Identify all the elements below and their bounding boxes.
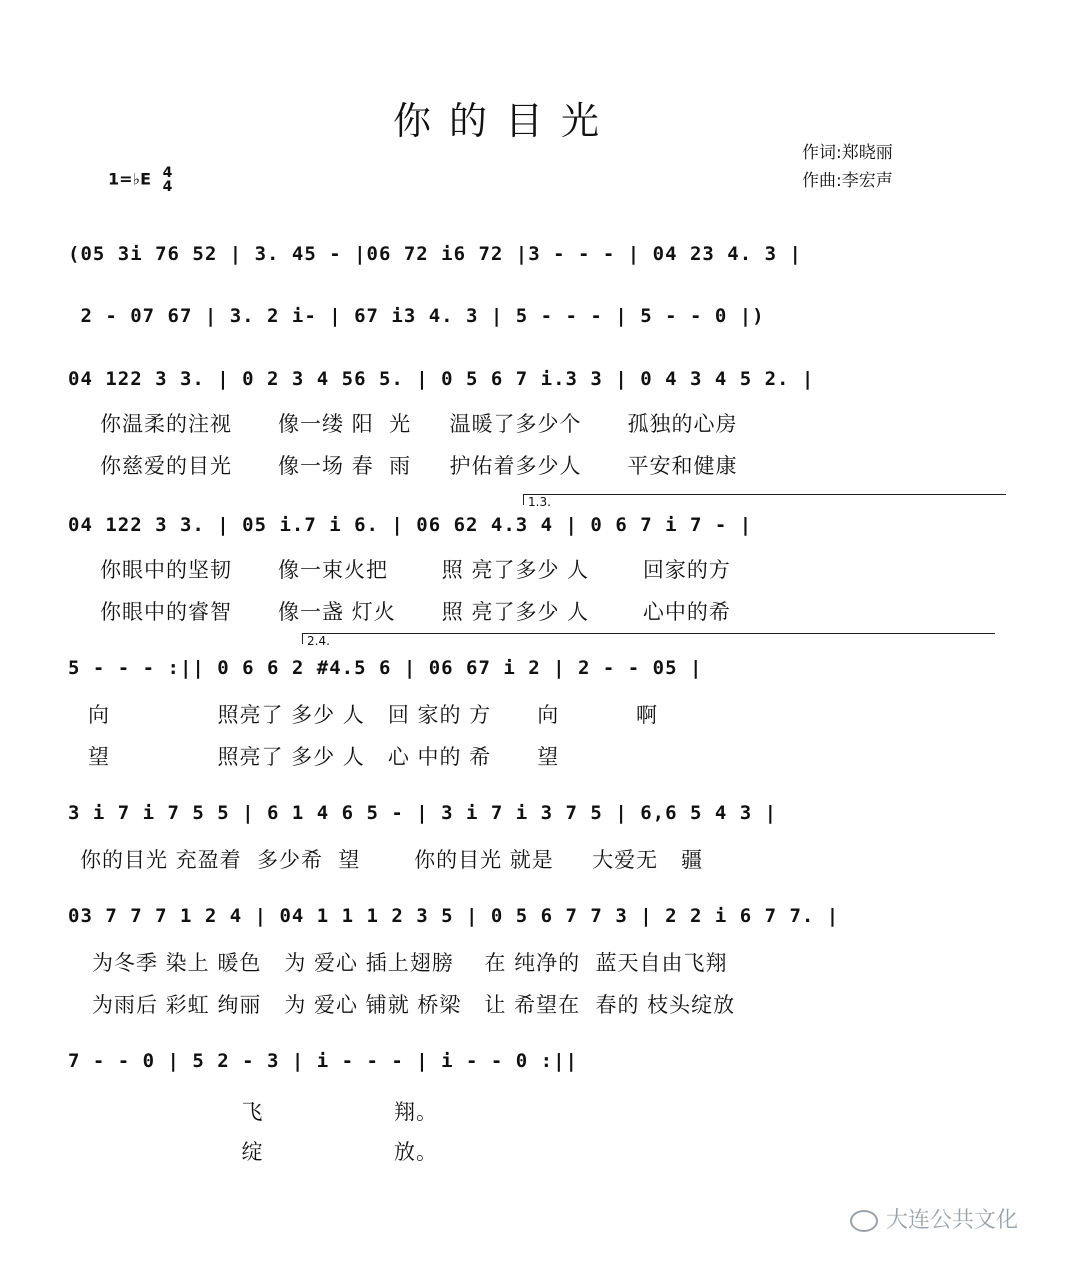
lyric-verse-2: 你慈爱的目光 像一场 春 雨 护佑着多少人 平安和健康 <box>100 454 738 478</box>
notation-text: 5 - - - :|| 0 6 6 2 #4.5 6 | 06 67 i 2 | 2 - - 05 | <box>68 657 703 679</box>
lyric-verse-2: 你眼中的睿智 像一盏 灯火 照 亮了多少 人 心中的希 <box>100 600 731 624</box>
notation-text: 04 122 3 3. | 0 2 3 4 56 5. | 0 5 6 7 i.3 3 | 0 4 3 4 5 2. | <box>68 368 815 390</box>
lyric-verse-1: 你眼中的坚韧 像一束火把 照 亮了多少 人 回家的方 <box>100 558 731 582</box>
time-denominator: 4 <box>162 179 173 195</box>
lyric-verse-1: 你温柔的注视 像一缕 阳 光 温暖了多少个 孤独的心房 <box>100 412 738 436</box>
song-title: 你的目光 <box>392 99 617 143</box>
wechat-icon <box>850 1210 878 1232</box>
notation-text: 03 7 7 7 1 2 4 | 04 1 1 1 2 3 5 | 0 5 6 7 7 3 | 2 2 i 6 7 7. | <box>68 905 840 927</box>
lyric-verse-1: 飞 翔。 <box>88 1100 438 1124</box>
notation-line <box>68 905 1013 939</box>
composer-credit: 作曲:李宏声 <box>802 171 893 191</box>
watermark <box>850 1203 1018 1234</box>
time-numerator: 4 <box>162 165 173 181</box>
volta-bracket-2: 2.4. <box>302 633 995 644</box>
lyric-verse-1: 你的目光 充盈着 多少希 望 你的目光 就是 大爱无 疆 <box>80 848 704 872</box>
time-signature <box>163 166 173 194</box>
key-signature <box>108 166 172 194</box>
notation-line <box>68 802 1013 836</box>
lyric-verse-2: 为雨后 彩虹 绚丽 为 爱心 铺就 桥梁 让 希望在 春的 枝头绽放 <box>92 993 736 1017</box>
notation-text: 04 122 3 3. | 05 i.7 i 6. | 06 62 4.3 4 | 0 6 7 i 7 - | <box>68 514 753 536</box>
notation-line <box>68 368 1013 402</box>
lyricist-credit: 作词:郑晓丽 <box>802 143 893 163</box>
lyric-verse-2: 望 照亮了 多少 人 心 中的 希 望 <box>88 745 560 769</box>
notation-text: (05 3i 76 52 | 3. 45 - |06 72 i6 72 |3 - - - | 04 23 4. 3 | <box>68 243 802 265</box>
notation-line <box>68 1050 1013 1084</box>
notation-line <box>68 657 1013 691</box>
lyric-verse-1: 为冬季 染上 暖色 为 爱心 插上翅膀 在 纯净的 蓝天自由飞翔 <box>92 951 728 975</box>
volta-bracket-1: 1.3. <box>523 494 1006 505</box>
notation-line <box>68 243 1013 277</box>
lyric-verse-1: 向 照亮了 多少 人 回 家的 方 向 啊 <box>88 703 658 727</box>
notation-line <box>68 514 1013 548</box>
notation-line <box>68 305 1013 339</box>
notation-text: 2 - 07 67 | 3. 2 i- | 67 i3 4. 3 | 5 - - - | 5 - - 0 |) <box>68 305 765 327</box>
lyric-verse-2: 绽 放。 <box>88 1140 438 1164</box>
notation-text: 7 - - 0 | 5 2 - 3 | i - - - | i - - 0 :|| <box>68 1050 578 1072</box>
key-label: 1=♭E <box>108 169 152 189</box>
notation-text: 3 i 7 i 7 5 5 | 6 1 4 6 5 - | 3 i 7 i 3 7 5 | 6,6 5 4 3 | <box>68 802 778 824</box>
watermark-text: 大连公共文化 <box>886 1208 1019 1233</box>
